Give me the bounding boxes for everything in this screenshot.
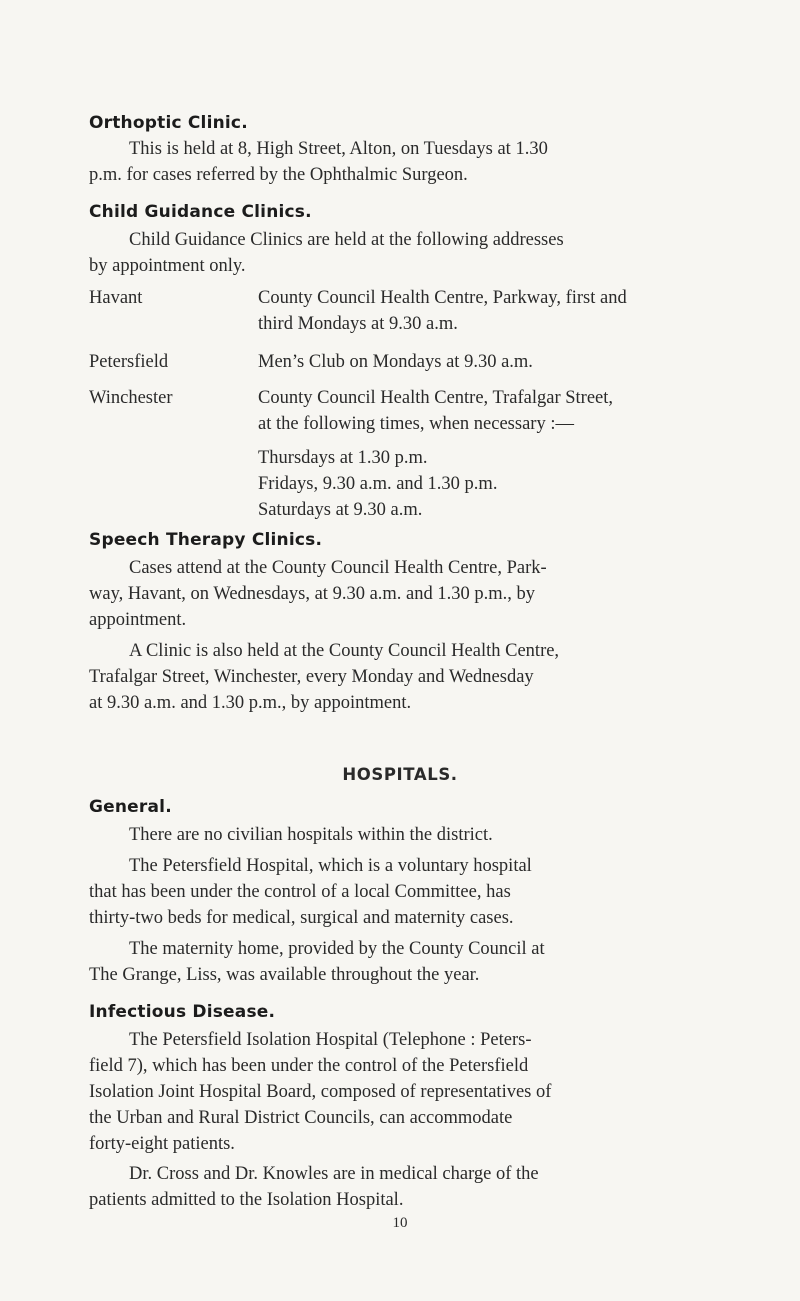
general-paragraph-1: [89, 822, 749, 848]
text-line: Child Guidance Clinics are held at the following addresses: [129, 230, 564, 250]
infectious-paragraph-2: [89, 1161, 749, 1213]
text-line: The maternity home, provided by the County Council at: [129, 939, 545, 959]
text-line: the Urban and Rural District Councils, can accommodate: [89, 1108, 513, 1128]
text-line: that has been under the control of a local Committee, has: [89, 882, 511, 902]
general-paragraph-2: [89, 853, 749, 931]
infectious-paragraph-1: [89, 1027, 749, 1157]
text-line: Dr. Cross and Dr. Knowles are in medical charge of the: [129, 1164, 539, 1184]
text-line: forty-eight patients.: [89, 1134, 235, 1154]
place-winchester: Winchester: [89, 388, 173, 408]
text-line: The Petersfield Isolation Hospital (Telephone : Peters-: [129, 1030, 532, 1050]
general-paragraph-3: [89, 936, 749, 988]
text-line: appointment.: [89, 610, 187, 630]
orthoptic-paragraph: [89, 136, 749, 188]
hospitals-title: HOSPITALS.: [342, 765, 458, 784]
text-line: County Council Health Centre, Trafalgar Street,: [258, 388, 614, 408]
text-line: Men’s Club on Mondays at 9.30 a.m.: [258, 352, 533, 372]
text-line: Cases attend at the County Council Health Centre, Park-: [129, 558, 547, 578]
general-heading: General.: [89, 797, 172, 817]
text-line: patients admitted to the Isolation Hospital.: [89, 1190, 404, 1210]
text-line: Saturdays at 9.30 a.m.: [258, 500, 423, 520]
text-line: The Grange, Liss, was available throughout the year.: [89, 965, 480, 985]
speech-paragraph-1: [89, 555, 749, 633]
text-line: County Council Health Centre, Parkway, first and: [258, 288, 627, 308]
text-line: This is held at 8, High Street, Alton, on Tuesdays at 1.30: [129, 139, 548, 159]
speech-therapy-heading: Speech Therapy Clinics.: [89, 530, 323, 550]
speech-paragraph-2: [89, 638, 749, 716]
text-line: at the following times, when necessary :—: [258, 414, 574, 434]
text-line: way, Havant, on Wednesdays, at 9.30 a.m. and 1.30 p.m., by: [89, 584, 536, 604]
text-line: Thursdays at 1.30 p.m.: [258, 448, 428, 468]
text-line: p.m. for cases referred by the Ophthalmic Surgeon.: [89, 165, 468, 185]
text-line: by appointment only.: [89, 256, 246, 276]
text-line: Fridays, 9.30 a.m. and 1.30 p.m.: [258, 474, 498, 494]
infectious-disease-heading: Infectious Disease.: [89, 1002, 276, 1022]
petersfield-details: [258, 349, 746, 375]
text-line: at 9.30 a.m. and 1.30 p.m., by appointment.: [89, 693, 412, 713]
text-line: Trafalgar Street, Winchester, every Monday and Wednesday: [89, 667, 534, 687]
text-line: The Petersfield Hospital, which is a voluntary hospital: [129, 856, 532, 876]
page-number: 10: [392, 1215, 408, 1231]
winchester-details: [258, 385, 746, 523]
text-line: field 7), which has been under the control of the Petersfield: [89, 1056, 529, 1076]
text-line: third Mondays at 9.30 a.m.: [258, 314, 458, 334]
text-line: Isolation Joint Hospital Board, composed of representatives of: [89, 1082, 552, 1102]
orthoptic-heading: Orthoptic Clinic.: [89, 113, 248, 133]
text-line: thirty-two beds for medical, surgical and maternity cases.: [89, 908, 514, 928]
place-havant: Havant: [89, 288, 143, 308]
child-guidance-intro: [89, 227, 749, 279]
text-line: A Clinic is also held at the County Council Health Centre,: [129, 641, 560, 661]
havant-details: [258, 285, 746, 337]
text-line: There are no civilian hospitals within the district.: [129, 825, 493, 845]
child-guidance-heading: Child Guidance Clinics.: [89, 202, 312, 222]
place-petersfield: Petersfield: [89, 352, 169, 372]
